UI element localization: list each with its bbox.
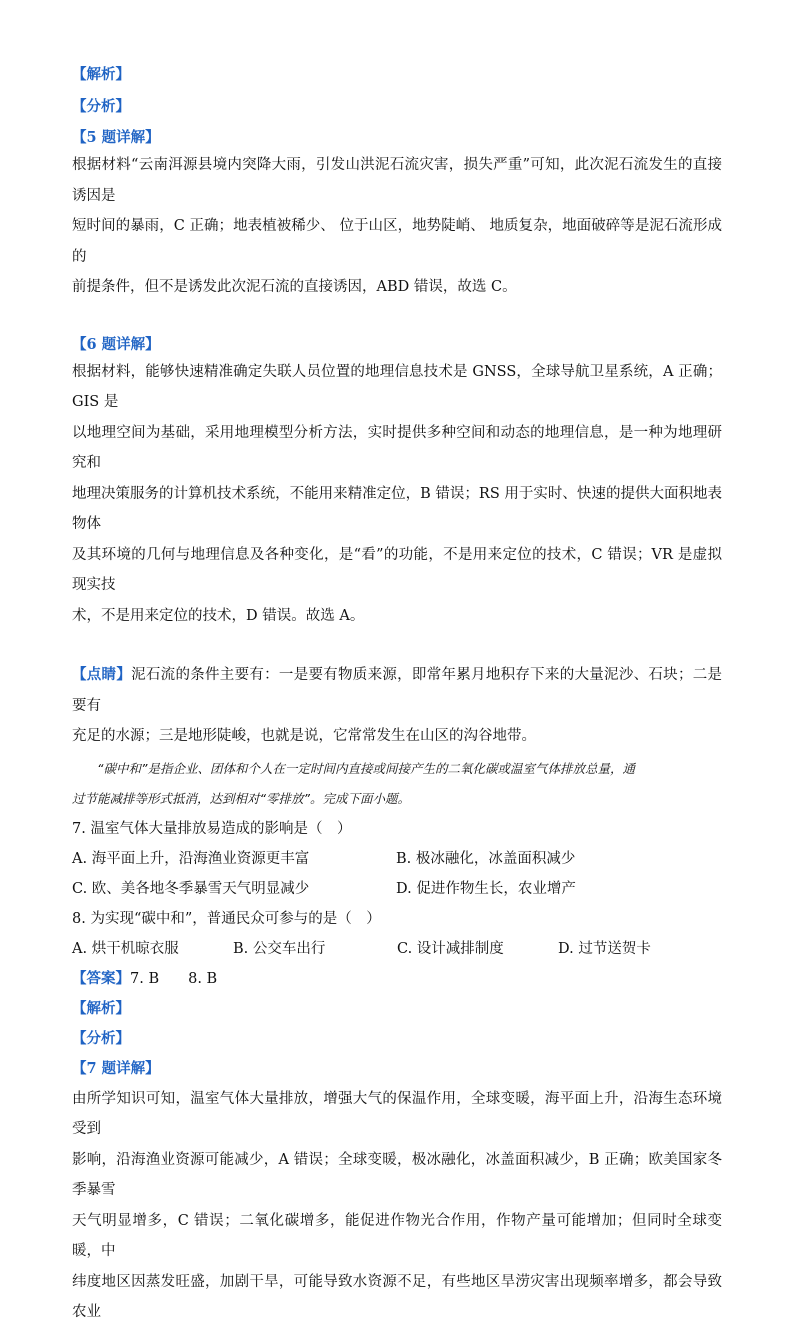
q8-options-row bbox=[72, 934, 722, 964]
text-line: 术，不是用来定位的技术，D 错误。故选 A。 bbox=[72, 607, 365, 624]
text-line: 及其环境的几何与地理信息及各种变化，是“看”的功能，不是用来定位的技术，C 错误；VR 是虚拟现实技 bbox=[72, 546, 722, 593]
option-c: C. 欧、美各地冬季暴雪天气明显减少 bbox=[72, 880, 310, 897]
answer-text: 7. B 8. B bbox=[130, 970, 218, 987]
option-d: D. 促进作物生长，农业增产 bbox=[396, 880, 576, 897]
option-b: B. 公交车出行 bbox=[233, 940, 326, 957]
text-line: 充足的水源；三是地形陡峻，也就是说，它常常发生在山区的沟谷地带。 bbox=[72, 728, 536, 744]
answer-heading: 【答案】 bbox=[72, 969, 130, 987]
analysis-heading-2 bbox=[72, 994, 722, 1024]
text-line: 以地理空间为基础，采用地理模型分析方法，实时提供多种空间和动态的地理信息，是一种为地理研究和 bbox=[72, 424, 722, 471]
q5-detail-heading: 【5 题详解】 bbox=[72, 129, 160, 146]
dianjing-heading: 【点睛】 bbox=[72, 666, 132, 683]
q5-detail-text bbox=[72, 150, 722, 303]
option-b: B. 极冰融化，冰盖面积减少 bbox=[396, 850, 576, 867]
heading-text: 【7 题详解】 bbox=[72, 1059, 160, 1077]
q6-detail-heading: 【6 题详解】 bbox=[72, 335, 160, 353]
intro-line: “碳中和”是指企业、团体和个人在一定时间内直接或间接产生的二氧化碳或温室气体排放总量，通 bbox=[97, 760, 635, 776]
option-c: C. 设计减排制度 bbox=[397, 940, 504, 957]
q8-stem bbox=[72, 904, 722, 934]
heading-text: 【分析】 bbox=[72, 1029, 130, 1047]
document-page bbox=[72, 64, 722, 1328]
option-a: A. 海平面上升，沿海渔业资源更丰富 bbox=[72, 850, 310, 867]
q7-stem bbox=[72, 814, 722, 844]
q7-options-row-1 bbox=[72, 844, 722, 874]
q7-options-row-2 bbox=[72, 874, 722, 904]
dianjing-section bbox=[72, 660, 722, 752]
dianjing-text-1: 泥石流的条件主要有：一是要有物质来源，即常年累月地积存下来的大量泥沙、石块；二是要有 bbox=[72, 667, 723, 714]
fenxi-heading-2 bbox=[72, 1024, 722, 1054]
text-line bbox=[72, 660, 722, 721]
option-d: D. 过节送贺卡 bbox=[558, 940, 651, 957]
text-line: 纬度地区因蒸发旺盛，加剧干旱，可能导致水资源不足，有些地区旱涝灾害出现频率增多，都会导致农业 bbox=[72, 1273, 722, 1320]
text-line: 地理决策服务的计算机技术系统，不能用来精准定位，B 错误；RS 用于实时、快速的提供大面积地表物体 bbox=[72, 485, 722, 532]
text-line: 根据材料“云南洱源县境内突降大雨，引发山洪泥石流灾害，损失严重”可知，此次泥石流发生的直接诱因是 bbox=[72, 157, 722, 204]
heading-text: 【解析】 bbox=[72, 999, 130, 1017]
question-stem: 7. 温室气体大量排放易造成的影响是（ ） bbox=[72, 820, 352, 837]
text-line: 根据材料，能够快速精准确定失联人员位置的地理信息技术是 GNSS，全球导航卫星系统，A 正确；GIS 是 bbox=[72, 363, 722, 410]
q6-detail-text bbox=[72, 357, 722, 632]
fenxi-heading: 【分析】 bbox=[72, 98, 130, 115]
analysis-heading: 【解析】 bbox=[72, 66, 130, 83]
text-line: 由所学知识可知，温室气体大量排放，增强大气的保温作用，全球变暖，海平面上升，沿海生态环境受到 bbox=[72, 1090, 722, 1137]
text-line: 前提条件，但不是诱发此次泥石流的直接诱因，ABD 错误，故选 C。 bbox=[72, 279, 517, 295]
q7-detail-text bbox=[72, 1084, 722, 1328]
intro-line: 过节能减排等形式抵消，达到相对“零排放”。完成下面小题。 bbox=[72, 790, 410, 806]
q7-detail-heading bbox=[72, 1054, 722, 1084]
answer-row bbox=[72, 964, 722, 994]
text-line: 短时间的暴雨，C 正确；地表植被稀少、 位于山区，地势陡峭、 地质复杂，地面破碎等是泥石流形成的 bbox=[72, 218, 722, 265]
text-line: 天气明显增多，C 错误；二氧化碳增多，能促进作物光合作用，作物产量可能增加；但同时全球变暖，中 bbox=[72, 1212, 722, 1259]
material-intro bbox=[72, 754, 722, 814]
option-a: A. 烘干机晾衣服 bbox=[72, 940, 179, 957]
text-line: 影响，沿海渔业资源可能减少，A 错误；全球变暖，极冰融化，冰盖面积减少，B 正确；欧美国家冬季暴雪 bbox=[72, 1151, 722, 1198]
question-stem: 8. 为实现“碳中和”，普通民众可参与的是（ ） bbox=[72, 910, 381, 927]
